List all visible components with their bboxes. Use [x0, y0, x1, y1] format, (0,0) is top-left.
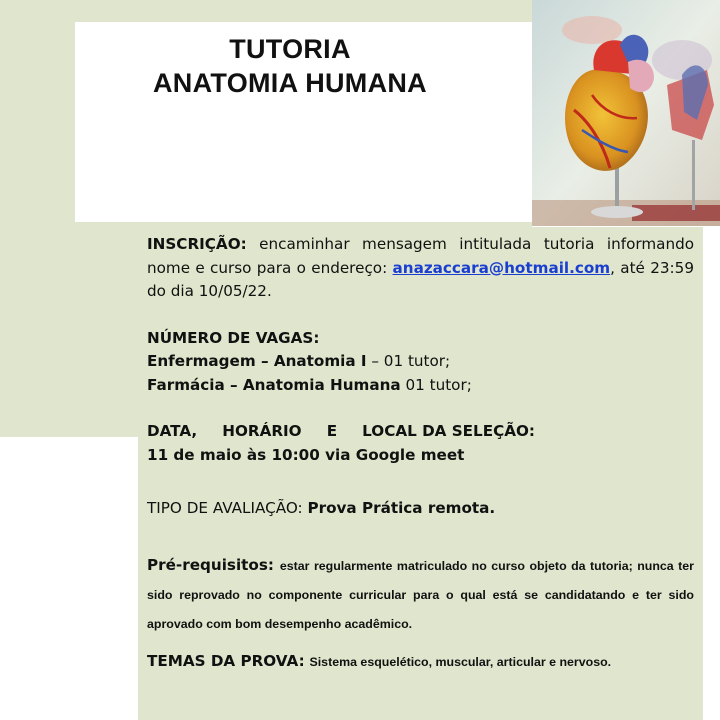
avaliacao-value: Prova Prática remota.	[307, 499, 496, 517]
selecao-detail: 11 de maio às 10:00 via Google meet	[147, 445, 465, 464]
temas-line	[147, 650, 694, 675]
page-title	[75, 32, 505, 100]
selecao-heading-word: E	[326, 422, 338, 440]
avaliacao-label: TIPO DE AVALIAÇÃO:	[147, 499, 303, 517]
title-line-1: TUTORIA	[229, 34, 351, 64]
prerequisitos-text: estar regularmente matriculado no curso objeto da tutoria; nunca ter sido reprovado no componente curricular para o qual está se candidatando e ter sido aprovado com bom desempenho acadêmico.	[147, 558, 695, 631]
temas-text: Sistema esquelético, muscular, articular e nervoso.	[309, 654, 612, 669]
vagas-item	[147, 350, 694, 374]
email-link[interactable]: anazaccara@hotmail.com	[392, 258, 611, 277]
title-line-2: ANATOMIA HUMANA	[153, 68, 427, 98]
vagas-item	[147, 374, 694, 398]
avaliacao-line	[147, 497, 694, 521]
prerequisitos-paragraph	[147, 551, 694, 638]
vagas-count: 01 tutor;	[400, 375, 472, 394]
info-panel	[138, 227, 703, 720]
selecao-heading-word: HORÁRIO	[222, 422, 302, 440]
inscricao-paragraph	[147, 233, 694, 304]
temas-label: TEMAS DA PROVA:	[147, 651, 305, 670]
inscricao-deadline: , até 23:59 do dia 10/05/22.	[147, 258, 694, 300]
inscricao-text: encaminhar mensagem intitulada tutoria informando nome e curso para o endereço:	[147, 235, 695, 277]
selecao-heading-word: LOCAL DA SELEÇÃO:	[362, 422, 535, 440]
inscricao-label: INSCRIÇÃO:	[147, 235, 247, 253]
vagas-count: – 01 tutor;	[366, 352, 451, 370]
prerequisitos-label: Pré-requisitos:	[147, 555, 274, 574]
vagas-heading: NÚMERO DE VAGAS:	[147, 328, 320, 347]
vagas-course: Farmácia – Anatomia Humana	[147, 375, 401, 394]
heart-model-photo	[532, 0, 720, 226]
vagas-course: Enfermagem – Anatomia I	[147, 352, 367, 370]
selecao-heading-word: DATA,	[147, 422, 198, 440]
selecao-heading	[147, 420, 535, 444]
